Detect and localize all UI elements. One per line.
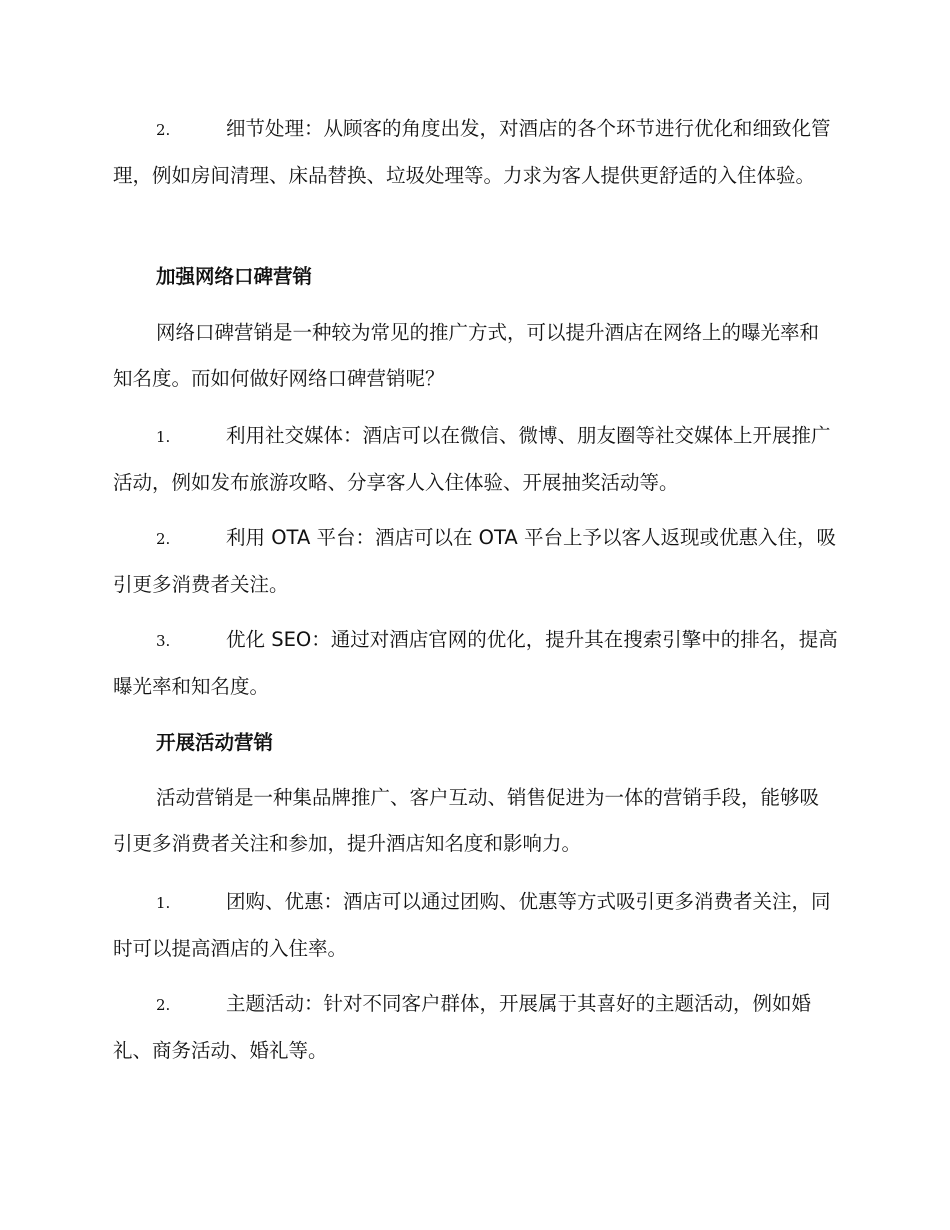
list-number: 2. [156, 121, 171, 139]
list-item-text: 团购、优惠：酒店可以通过团购、优惠等方式吸引更多消费者关注，同时可以提高酒店的入住率。 [113, 890, 831, 960]
list-item-text: 利用 OTA 平台：酒店可以在 OTA 平台上予以客人返现或优惠入住，吸引更多消费者关注。 [113, 526, 836, 596]
paragraph: 网络口碑营销是一种较为常见的推广方式，可以提升酒店在网络上的曝光率和知名度。而如何做好网络口碑营销呢？ [113, 321, 820, 390]
list-item-text: 主题活动：针对不同客户群体，开展属于其喜好的主题活动，例如婚礼、商务活动、婚礼等。 [113, 992, 812, 1062]
list-item-text: 优化 SEO：通过对酒店官网的优化，提升其在搜索引擎中的排名，提高曝光率和知名度。 [113, 628, 838, 698]
list-number: 2. [156, 996, 171, 1014]
list-item [113, 879, 838, 972]
list-item [113, 617, 838, 710]
list-item-text: 细节处理：从顾客的角度出发，对酒店的各个环节进行优化和细致化管理，例如房间清理、床品替换、垃圾处理等。力求为客人提供更舒适的入住体验。 [113, 117, 831, 187]
list-item [113, 413, 838, 506]
list-number: 3. [156, 632, 171, 650]
list-item-text: 利用社交媒体：酒店可以在微信、微博、朋友圈等社交媒体上开展推广活动，例如发布旅游攻略、分享客人入住体验、开展抽奖活动等。 [113, 424, 831, 494]
list-item [113, 106, 838, 199]
list-item [113, 981, 838, 1074]
list-number: 1. [156, 428, 171, 446]
list-number: 2. [156, 530, 171, 548]
paragraph: 活动营销是一种集品牌推广、客户互动、销售促进为一体的营销手段，能够吸引更多消费者关注和参加，提升酒店知名度和影响力。 [113, 786, 820, 855]
section-heading: 开展活动营销 [156, 731, 274, 754]
list-item [113, 515, 838, 608]
section-heading: 加强网络口碑营销 [156, 265, 313, 288]
list-number: 1. [156, 894, 171, 912]
